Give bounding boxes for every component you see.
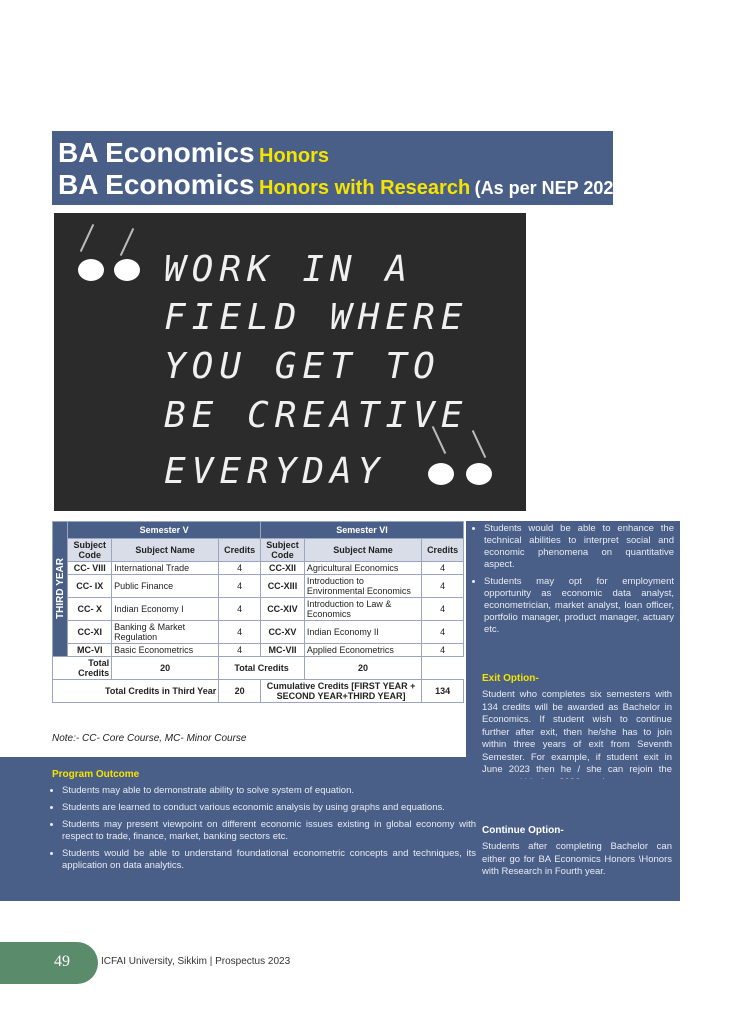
cumulative-value: 134	[422, 680, 464, 703]
title-main-2: BA Economics	[58, 169, 255, 200]
subject-credits: 4	[219, 562, 261, 575]
total-label: Total Credits	[219, 657, 305, 680]
quote-line-4: BE CREATIVE	[164, 395, 469, 436]
subject-code: CC-XV	[261, 621, 305, 644]
list-item: • Students would be able to enhance the technical abilities to interpret social and economic phenomena on quantitative aspect.	[484, 523, 674, 571]
footer-text: ICFAI University, Sikkim | Prospectus 2023	[101, 956, 291, 967]
list-item: • Students may present viewpoint on different economic issues existing in global economy with respect to trade, finance, market, banking sectors etc.	[62, 819, 476, 843]
title-accent-1: Honors	[259, 145, 330, 167]
quote-line-1: WORK IN A	[164, 249, 414, 290]
year-label: THIRD YEAR	[54, 557, 66, 619]
subject-code: CC- X	[68, 598, 112, 621]
table-row	[53, 598, 464, 621]
continue-heading: Continue Option-	[482, 825, 564, 836]
right-panel-lower	[466, 779, 680, 901]
subject-code: CC-XII	[261, 562, 305, 575]
career-bullets	[470, 523, 674, 641]
col-credits: Credits	[422, 539, 464, 562]
subject-credits: 4	[219, 598, 261, 621]
exit-heading: Exit Option-	[482, 673, 539, 684]
quote-line-2: FIELD WHERE	[164, 297, 469, 338]
summary-row	[53, 680, 464, 703]
subject-credits: 4	[422, 621, 464, 644]
subject-name: Agricultural Economics	[304, 562, 421, 575]
subject-credits: 4	[422, 562, 464, 575]
subject-credits: 4	[422, 598, 464, 621]
subject-name: Basic Econometrics	[112, 644, 219, 657]
total-row	[53, 657, 464, 680]
col-code: Subject Code	[68, 539, 112, 562]
subject-code: CC-XI	[68, 621, 112, 644]
continue-text: Students after completing Bachelor can either go for BA Economics Honors \Honors with Research in Fourth year.	[482, 841, 672, 877]
table-note: Note:- CC- Core Course, MC- Minor Course	[52, 733, 247, 744]
year-label-cell	[53, 522, 68, 657]
subject-name: Public Finance	[112, 575, 219, 598]
total-label: Total Credits	[53, 657, 112, 680]
subject-code: CC-XIII	[261, 575, 305, 598]
subject-credits: 4	[422, 575, 464, 598]
third-year-value: 20	[219, 680, 261, 703]
subject-name: Indian Economy II	[304, 621, 421, 644]
subject-name: International Trade	[112, 562, 219, 575]
subject-name: Applied Econometrics	[304, 644, 421, 657]
outcome-list	[52, 785, 476, 877]
subject-code: CC- IX	[68, 575, 112, 598]
title-banner	[52, 131, 630, 205]
table-row	[53, 575, 464, 598]
subject-name: Banking & Market Regulation	[112, 621, 219, 644]
total-vi: 20	[304, 657, 421, 680]
title-line-1	[58, 137, 329, 169]
quote-tick	[472, 430, 486, 458]
title-main-1: BA Economics	[58, 137, 255, 168]
open-quote-mark	[78, 259, 104, 281]
subject-code: CC-XIV	[261, 598, 305, 621]
total-v: 20	[112, 657, 219, 680]
quote-image	[54, 213, 526, 511]
quote-line-3: YOU GET TO	[164, 346, 441, 387]
subject-credits: 4	[219, 575, 261, 598]
title-line-2	[58, 169, 629, 201]
close-quote-mark	[466, 463, 492, 485]
open-quote-mark	[114, 259, 140, 281]
subject-code: CC- VIII	[68, 562, 112, 575]
subject-code: MC-VI	[68, 644, 112, 657]
col-name: Subject Name	[304, 539, 421, 562]
quote-tick	[120, 228, 134, 256]
table-row	[53, 562, 464, 575]
table-row	[53, 621, 464, 644]
list-item: • Students may opt for employment opportunity as economic data analyst, econometrician, market analyst, loan officer, portfolio manager, product manager, actuary etc.	[484, 576, 674, 636]
col-credits: Credits	[219, 539, 261, 562]
close-quote-mark	[428, 463, 454, 485]
subject-name: Indian Economy I	[112, 598, 219, 621]
semester-v-header: Semester V	[68, 522, 261, 539]
subject-name: Introduction to Environmental Economics	[304, 575, 421, 598]
title-note: (As per NEP 2020)	[474, 178, 630, 198]
quote-tick	[80, 224, 94, 252]
table-row	[53, 644, 464, 657]
semester-vi-header: Semester VI	[261, 522, 464, 539]
col-name: Subject Name	[112, 539, 219, 562]
program-outcome-panel	[0, 757, 476, 901]
subject-code: MC-VII	[261, 644, 305, 657]
subject-credits: 4	[219, 644, 261, 657]
list-item: • Students are learned to conduct various economic analysis by using graphs and equations.	[62, 802, 476, 814]
title-accent-2: Honors with Research	[259, 177, 471, 199]
subject-credits: 4	[422, 644, 464, 657]
subject-credits: 4	[219, 621, 261, 644]
exit-text: Student who completes six semesters with 134 credits will be awarded as Bachelor in Economics. If student wish to continue further after exit, then he/she has to join within three years of exit from Seventh Semester. For example, if student exit in June 2023 then he / she can rejoin the	[482, 689, 672, 775]
col-code: Subject Code	[261, 539, 305, 562]
page-number-badge	[0, 942, 98, 984]
page-number: 49	[54, 953, 70, 970]
semester-table	[52, 521, 464, 703]
quote-line-5: EVERYDAY	[164, 451, 386, 492]
right-panel	[466, 521, 680, 781]
outcome-heading: Program Outcome	[52, 769, 140, 780]
cumulative-label: Cumulative Credits [FIRST YEAR + SECOND YEAR+THIRD YEAR]	[261, 680, 422, 703]
list-item: • Students may able to demonstrate ability to solve system of equation.	[62, 785, 476, 797]
list-item: • Students would be able to understand foundational econometric concepts and techniques, its application on data analytics.	[62, 848, 476, 872]
subject-name: Introduction to Law & Economics	[304, 598, 421, 621]
third-year-label: Total Credits in Third Year	[53, 680, 219, 703]
